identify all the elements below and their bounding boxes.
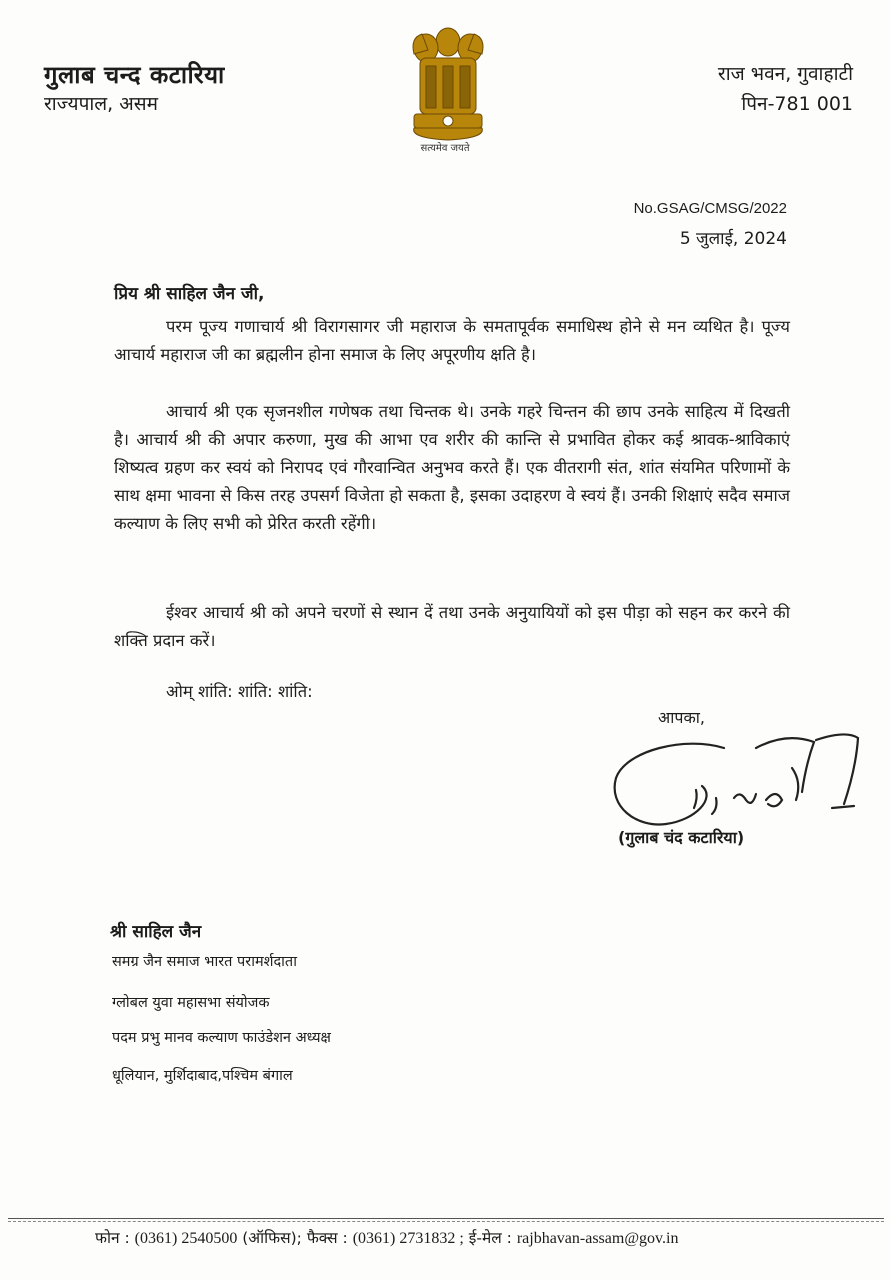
letter-date: 5 जुलाई, 2024	[679, 229, 787, 249]
phone-label: फोन :	[95, 1229, 130, 1247]
email-label: ई-मेल :	[468, 1229, 512, 1247]
recipient-name: श्री साहिल जैन	[110, 922, 202, 942]
body-paragraph-1: परम पूज्य गणाचार्य श्री विरागसागर जी महाराज के समतापूर्वक समाधिस्थ होने से मन व्यथित है। पूज्य आचार्य महाराज जी का ब्रह्मलीन होना समाज के लिए अपूरणीय क्षति है।	[114, 317, 790, 364]
fax-number: (0361) 2731832 ;	[352, 1230, 464, 1247]
signatory-name: (गुलाब चंद कटारिया)	[618, 828, 745, 847]
address-pin: पिन-781 001	[741, 93, 853, 115]
sender-title: राज्यपाल, असम	[44, 93, 158, 115]
handwritten-signature	[606, 728, 868, 836]
footer-contact	[95, 1226, 678, 1248]
recipient-address: धूलियान, मुर्शिदाबाद,पश्चिम बंगाल	[112, 1068, 293, 1084]
recipient-designation-1: समग्र जैन समाज भारत परामर्शदाता	[112, 954, 297, 970]
recipient-designation-3: पदम प्रभु मानव कल्याण फाउंडेशन अध्यक्ष	[112, 1030, 331, 1046]
sender-name: गुलाब चन्द कटारिया	[44, 61, 225, 89]
email-address: rajbhavan-assam@gov.in	[516, 1230, 679, 1247]
body-paragraph-3: ईश्वर आचार्य श्री को अपने चरणों से स्थान दें तथा उनके अनुयायियों को इस पीड़ा को सहन कर करने की शक्ति प्रदान करें।	[114, 603, 790, 650]
fax-label: फैक्स :	[306, 1229, 348, 1247]
salutation: प्रिय श्री साहिल जैन जी,	[114, 284, 265, 304]
phone-note: (ऑफिस);	[242, 1229, 302, 1247]
closing-line: ओम् शांति: शांति: शांति:	[166, 682, 313, 701]
address-line-1: राज भवन, गुवाहाटी	[717, 63, 853, 85]
phone-number: (0361) 2540500	[134, 1230, 238, 1247]
body-paragraph-2: आचार्य श्री एक सृजनशील गणेषक तथा चिन्तक थे। उनके गहरे चिन्तन की छाप उनके साहित्य में दिखती है। आचार्य श्री की अपार करुणा, मुख की आभा एव शरीर की कान्ति से प्रभावित होकर कई श्रावक-श्राविकाएं शिष्यत्व ग्रहण कर स्वयं को निरापद एवं गौरवान्वित अनुभव करते हैं। एक वीतरागी संत, शांत संयमित परिणामों के साथ क्षमा भावना से किस तरह उपसर्ग विजेता हो सकता है, इसका उदाहरण वे स्वयं हैं। उनकी शिक्षाएं सदैव समाज कल्याण के लिए सभी को प्रेरित करती रहेंगी।	[114, 402, 790, 533]
recipient-designation-2: ग्लोबल युवा महासभा संयोजक	[112, 995, 270, 1011]
emblem-motto: सत्यमेव जयते	[420, 143, 470, 154]
yours-sincerely: आपका,	[658, 708, 705, 727]
reference-number: No.GSAG/CMSG/2022	[633, 200, 787, 217]
footer-divider	[8, 1218, 884, 1219]
footer-divider-dashed	[8, 1221, 884, 1222]
